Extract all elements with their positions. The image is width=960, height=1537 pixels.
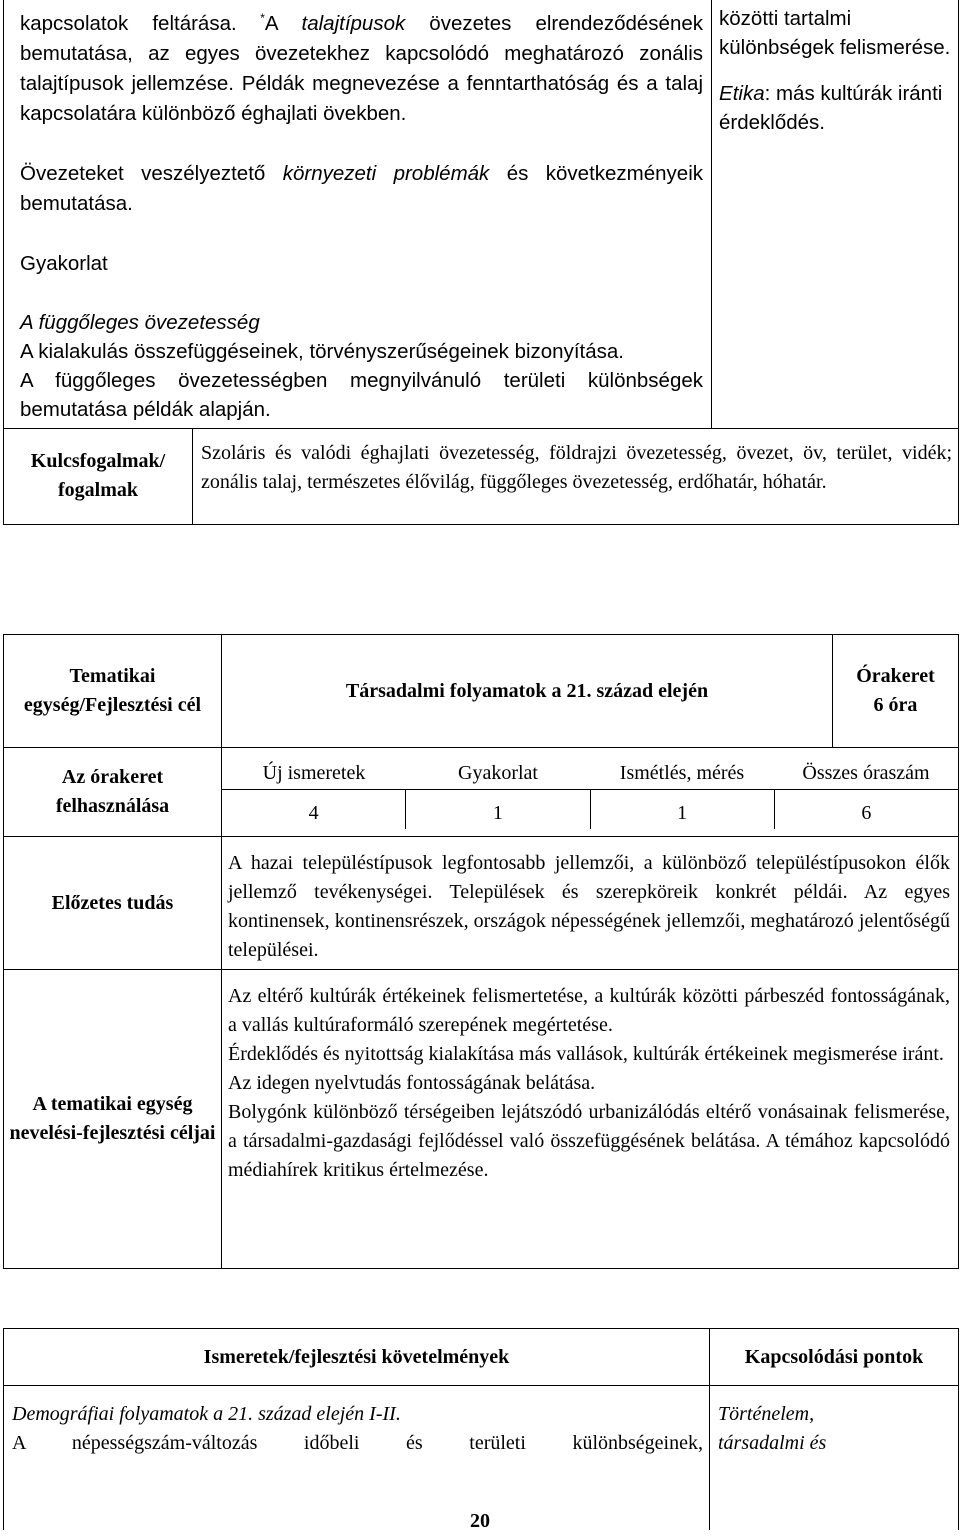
- hour-frame-value: 6 óra: [873, 694, 918, 716]
- connections-header: Kapcsolódási pontok: [710, 1329, 959, 1386]
- thematic-unit-title: Társadalmi folyamatok a 21. század elején: [222, 635, 833, 748]
- curriculum-table-continued: [3, 0, 959, 525]
- connection-social: társadalmi és: [718, 1432, 827, 1454]
- hours-header-practice: Gyakorlat: [458, 762, 538, 784]
- requirements-content: [4, 1386, 710, 1531]
- hour-usage-label: Az órakeret felhasználása: [4, 748, 222, 837]
- hours-header-new: Új ismeretek: [262, 762, 366, 784]
- connections-content: [710, 1386, 959, 1531]
- topic-text: A népességszám-változás időbeli és területi különbségeinek,: [12, 1432, 703, 1454]
- hour-frame: [833, 635, 959, 748]
- connections-cell: [712, 0, 959, 428]
- hour-frame-label: Órakeret: [856, 665, 935, 687]
- hours-value-total: 6: [774, 790, 958, 829]
- vertical-zonation-item-1: A kialakulás összefüggéseinek, törvényszerűségeinek bizonyítása.: [20, 339, 624, 363]
- vertical-zonation-title: A függőleges övezetesség: [20, 310, 260, 334]
- hours-header-total: Összes óraszám: [802, 762, 930, 784]
- goal-paragraph: Érdeklődés és nyitottság kialakítása más vallások, kultúrák értékeinek megismerése iránt.: [228, 1043, 944, 1065]
- development-goals-label: A tematikai egység nevelési-fejlesztési céljai: [4, 970, 222, 1269]
- etika-connection: Etika: más kultúrák iránti érdeklődés.: [719, 82, 943, 134]
- gyakorlat-heading: Gyakorlat: [20, 251, 108, 275]
- requirements-table: [3, 1328, 959, 1530]
- goal-paragraph: Bolygónk különböző térségeiben lejátszódó urbanizálódás eltérő vonásainak felismerése, a társadalmi-gazdasági fejlődéssel való összefüggésének belátása. A témához kapcsolódó médiahírek kritikus értelmezése.: [228, 1101, 950, 1181]
- key-concepts-label: Kulcsfogalmak/ fogalmak: [4, 428, 193, 524]
- hours-value-practice: 1: [405, 790, 589, 829]
- requirements-cell: [4, 0, 712, 428]
- connection-history: Történelem,: [718, 1403, 815, 1425]
- prior-knowledge-label: Előzetes tudás: [4, 837, 222, 970]
- topic-title: Demográfiai folyamatok a 21. század elején I-II.: [12, 1403, 401, 1425]
- prior-knowledge-text: A hazai településtípusok legfontosabb jellemzői, a különböző településtípusokon élők jellemző tevékenységei. Települések és szerepköreik konkrét példái. Az egyes kontinensek, kontinensrészek, országok népességének jellemzői, meghatározó jelentőségű települései.: [222, 837, 959, 970]
- hours-value-new: 4: [308, 802, 319, 824]
- key-concepts-text: Szoláris és valódi éghajlati övezetesség, földrajzi övezetesség, övezet, öv, terület, vidék; zonális talaj, természetes élővilág, függőleges övezetesség, erdőhatár, hóhatár.: [193, 428, 959, 524]
- problems-paragraph: Övezeteket veszélyeztető környezeti problémák és következményeik bemutatása.: [20, 161, 704, 215]
- goal-paragraph: Az idegen nyelvtudás fontosságának belátása.: [228, 1072, 596, 1094]
- hours-header-review: Ismétlés, mérés: [619, 762, 745, 784]
- talaj-paragraph: kapcsolatok feltárása. *A talajtípusok övezetes elrendeződésének bemutatása, az egyes övezetekhez kapcsolódó meghatározó zonális talajtípusok jellemzése. Példák megnevezése a fenntarthatóság és a talaj kapcsolatára különböző éghajlati övekben.: [20, 11, 704, 125]
- vertical-zonation-item-2: A függőleges övezetességben megnyilvánuló területi különbségek bemutatása példák alapján.: [20, 368, 704, 421]
- thematic-unit-label: Tematikai egység/Fejlesztési cél: [4, 635, 222, 748]
- hours-value-review: 1: [590, 790, 774, 829]
- thematic-unit-table: [3, 634, 959, 1269]
- development-goals-cell: [222, 970, 959, 1269]
- goal-paragraph: Az eltérő kultúrák értékeinek felismertetése, a kultúrák közötti párbeszéd fontosságának, a vallás kultúraformáló szerepének megértetése.: [228, 985, 950, 1036]
- requirements-header: Ismeretek/fejlesztési követelmények: [4, 1329, 710, 1386]
- hour-usage-breakdown: [222, 748, 959, 837]
- connections-text: közötti tartalmi különbségek felismerése.: [719, 7, 951, 59]
- hour-usage-headers: [222, 748, 958, 790]
- hour-usage-values: [222, 790, 958, 829]
- page-number: 20: [470, 1510, 490, 1532]
